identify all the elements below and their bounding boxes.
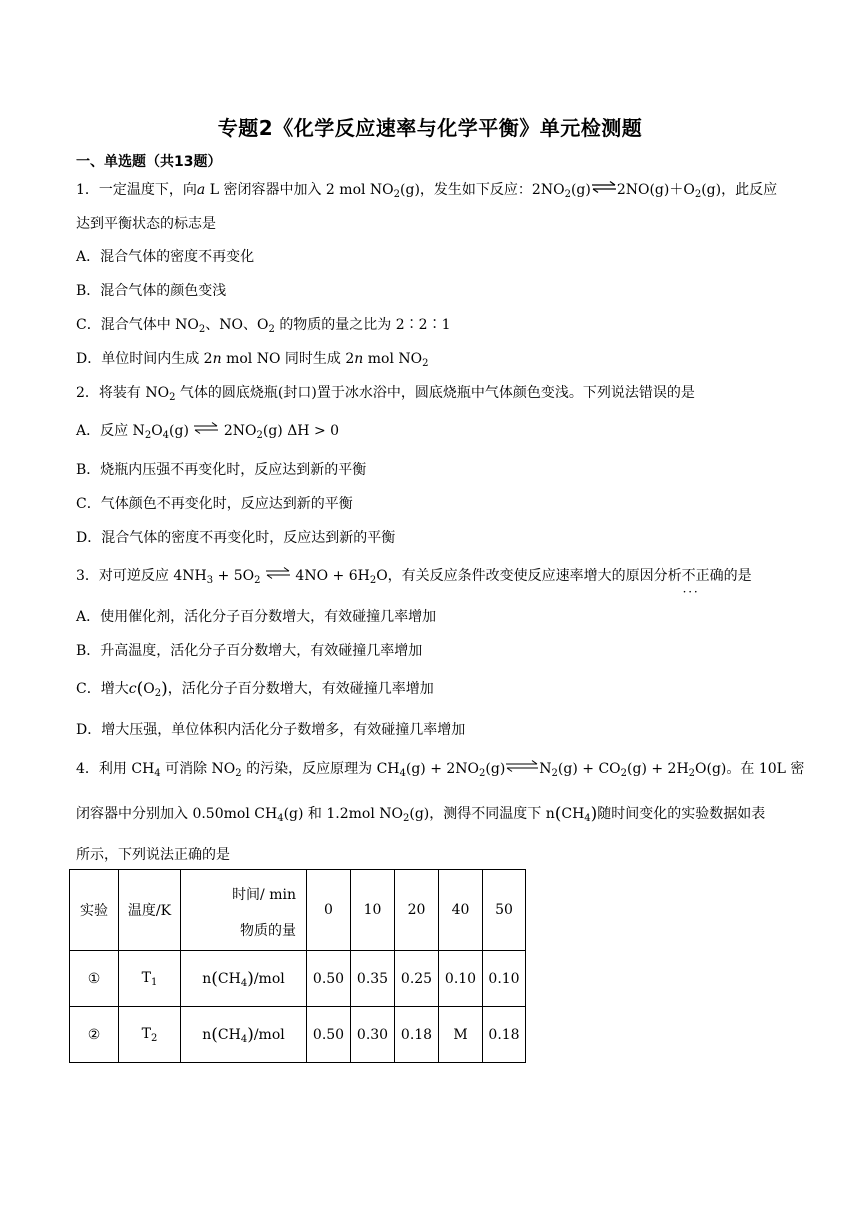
table-row <box>70 1007 526 1063</box>
table-cell: 0.25 <box>395 951 439 1007</box>
q2-option-b: B．烧瓶内压强不再变化时，反应达到新的平衡 <box>76 462 367 478</box>
section-heading: 一、单选题（共13题） <box>76 154 222 170</box>
header-time-10: 10 <box>351 870 395 951</box>
table-cell: 0.35 <box>351 951 395 1007</box>
header-time-40: 40 <box>439 870 483 951</box>
q1-stem: 1．一定温度下，向a L 密闭容器中加入 2 mol $NO_2(g)$，发生如下反应：$2NO_2(g)$ $2NO(g)+O_2(g)$，此反应 <box>76 182 778 200</box>
header-time-quantity: 时间/ min 物质的量 <box>181 870 307 951</box>
q3-option-a: A．使用催化剂，活化分子百分数增大，有效碰撞几率增加 <box>76 609 437 625</box>
row-id: ① <box>70 951 119 1007</box>
header-temperature: 温度/K <box>119 870 181 951</box>
header-time-20: 20 <box>395 870 439 951</box>
header-time-0: 0 <box>307 870 351 951</box>
header-experiment: 实验 <box>70 870 119 951</box>
q1-option-a: A．混合气体的密度不再变化 <box>76 249 255 265</box>
q2-option-c: C．气体颜色不再变化时，反应达到新的平衡 <box>76 496 353 512</box>
equilibrium-arrow-icon <box>265 567 291 579</box>
q3-option-c: C．增大$c(O_2)$，活化分子百分数增大，有效碰撞几率增加 <box>76 679 434 699</box>
equilibrium-arrow-icon <box>193 422 219 434</box>
table-cell: 0.50 <box>307 1007 351 1063</box>
q1-option-c: C．混合气体中 $NO_2$、NO、$O_2$ 的物质的量之比为 2∶2∶1 <box>76 317 451 335</box>
table-cell: 0.50 <box>307 951 351 1007</box>
q4-stem-line3: 所示，下列说法正确的是 <box>76 847 230 863</box>
table-row <box>70 951 526 1007</box>
q3-stem: 3．对可逆反应 $4NH_3 + 5O_2$ $4NO + 6H_2O$，有关反应条件改变使反应速率增大的原因分析不正确 · · ·的是 <box>76 566 752 591</box>
q3-option-b: B．升高温度，活化分子百分数增大，有效碰撞几率增加 <box>76 643 423 659</box>
experiment-table <box>69 869 526 1063</box>
row-temperature: $T_2$ <box>119 1007 181 1063</box>
table-cell: 0.18 <box>395 1007 439 1063</box>
q1-stem-line2: 达到平衡状态的标志是 <box>76 216 216 232</box>
row-temperature: $T_1$ <box>119 951 181 1007</box>
header-time-50: 50 <box>483 870 526 951</box>
q2-stem: 2．将装有 $NO_2$ 气体的圆底烧瓶(封口)置于冰水浴中，圆底烧瓶中气体颜色变浅。下列说法错误的是 <box>76 385 695 403</box>
q2-option-d: D．混合气体的密度不再变化时，反应达到新的平衡 <box>76 530 396 546</box>
table-cell: M <box>439 1007 483 1063</box>
table-cell: 0.18 <box>483 1007 526 1063</box>
table-header-row <box>70 870 526 951</box>
equilibrium-arrow-icon <box>505 760 539 772</box>
table-cell: 0.10 <box>483 951 526 1007</box>
q1-option-d: D．单位时间内生成 2n mol NO 同时生成 2n mol $NO_2$ <box>76 351 429 369</box>
row-quantity: $n(CH_4)$/mol <box>181 951 307 1007</box>
q1-option-b: B．混合气体的颜色变浅 <box>76 283 227 299</box>
table-cell: 0.30 <box>351 1007 395 1063</box>
emphasis-text: 不正确 · · · <box>682 568 724 584</box>
row-id: ② <box>70 1007 119 1063</box>
q2-option-a: A．反应 $N_2O_4(g)$ $2NO_2(g) \Delta H > 0$ <box>76 423 340 441</box>
q4-stem-line2: 闭容器中分别加入 0.50mol $CH_4(g)$ 和 1.2mol $NO_2(g)$，测得不同温度下 $n(CH_4)$随时间变化的实验数据如表 <box>76 804 766 824</box>
q4-stem: 4．利用 $CH_4$ 可消除 $NO_2$ 的污染，反应原理为 $CH_4(g) + 2NO_2(g)$ $N_2(g) + CO_2(g) + 2H_2O(g)$。在 10L 密 <box>76 761 805 779</box>
row-quantity: $n(CH_4)$/mol <box>181 1007 307 1063</box>
q3-option-d: D．增大压强，单位体积内活化分子数增多，有效碰撞几率增加 <box>76 722 466 738</box>
document-title: 专题2《化学反应速率与化学平衡》单元检测题 <box>217 116 643 140</box>
equilibrium-arrow-icon <box>591 181 617 193</box>
table-cell: 0.10 <box>439 951 483 1007</box>
